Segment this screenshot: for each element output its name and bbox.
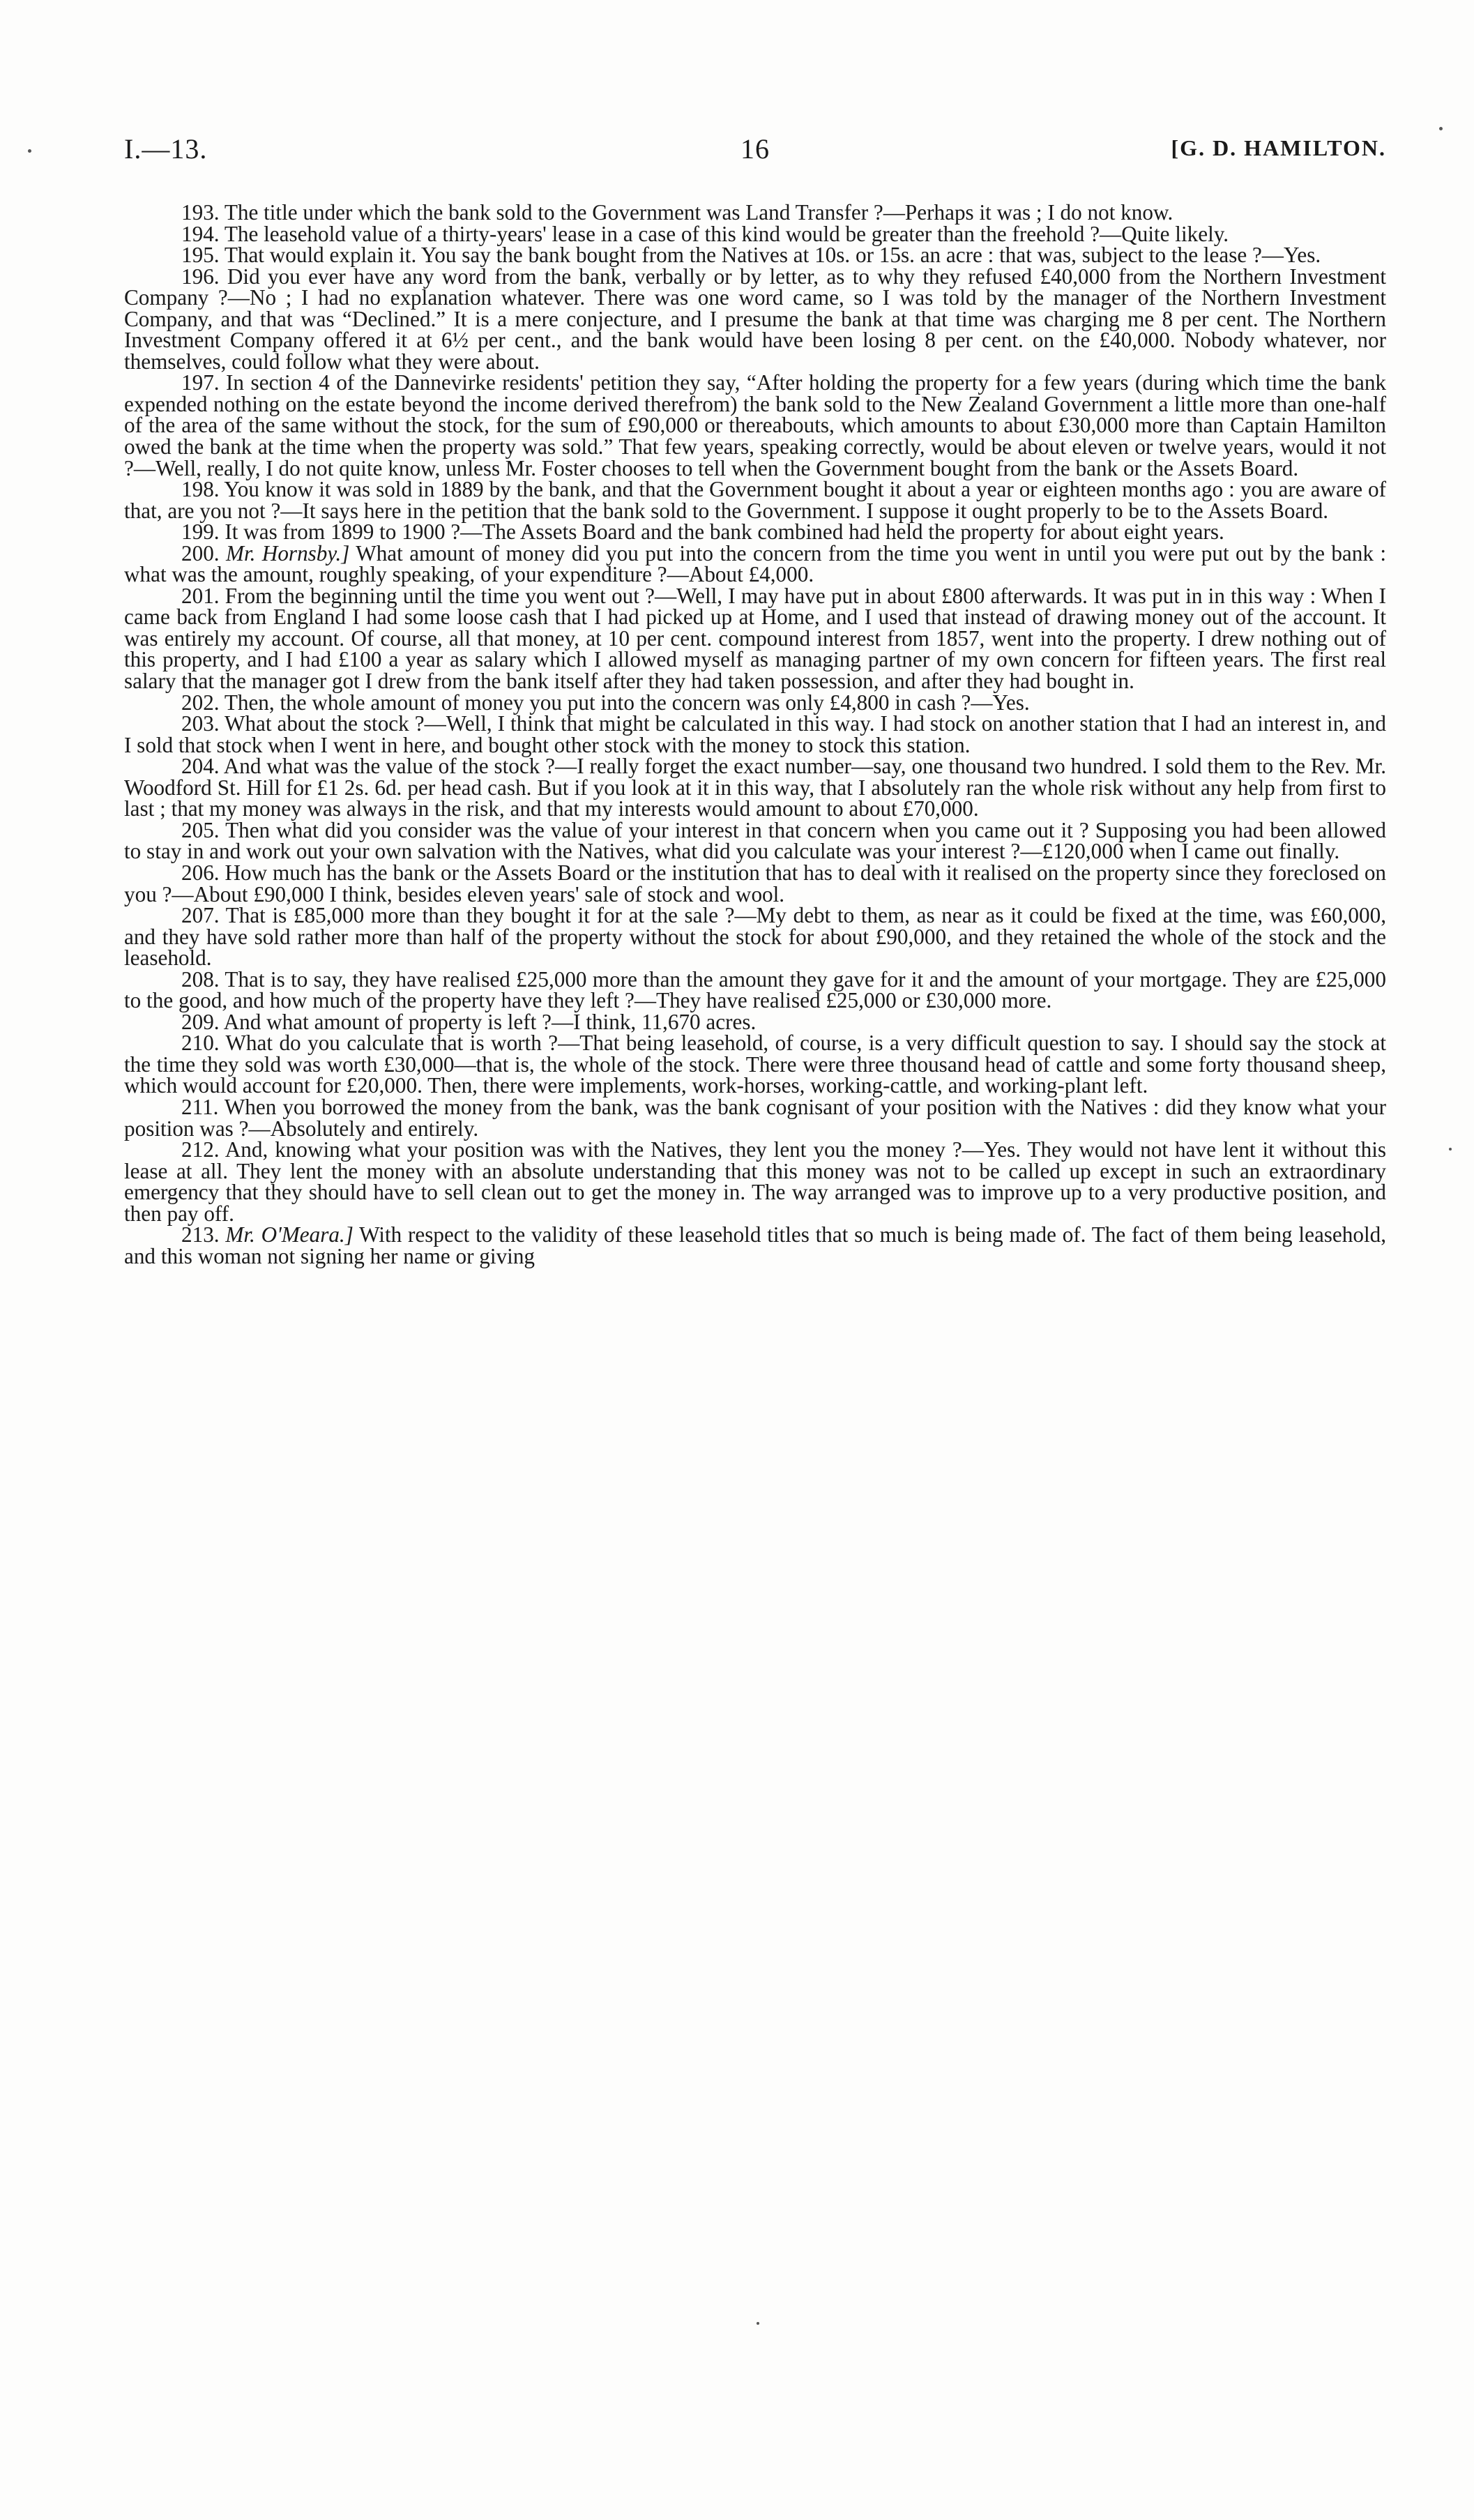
- paragraph-text: That is to say, they have realised £25,000 more than the amount they gave for it and the amount of your mortgage. They are £25,000 to the good, and how much of the property have they left ?—They have realised £25,000 or £30,000 more.: [124, 966, 1386, 1013]
- paragraph-209: [124, 1009, 1386, 1034]
- question-number: 206.: [181, 860, 220, 885]
- question-number: 198.: [181, 477, 220, 502]
- paragraph-203: [124, 713, 1386, 756]
- paragraph-201: [124, 583, 1386, 694]
- witness-name: [G. D. HAMILTON.: [1171, 135, 1386, 160]
- paragraph-204: [124, 756, 1386, 820]
- question-number: 209.: [181, 1009, 220, 1034]
- paragraph-198: [124, 479, 1386, 522]
- scan-speck: [28, 149, 31, 153]
- paragraph-199: [124, 519, 1386, 545]
- question-number: 203.: [181, 711, 220, 736]
- paragraph-text: In section 4 of the Dannevirke residents' petition they say, “After holding the property for a few years (during which time the bank expended nothing on the estate beyond the income derived therefrom) the bank sold to the New Zealand Government a little more than one-half of the area of the same without the stock, for the sum of £90,000 or thereabouts, which amounts to about £30,000 more than Captain Hamilton owed the bank at the time when the property was sold.” That few years, speaking correctly, would be about eleven or twelve years, would it not ?—Well, really, I do not quite know, unless Mr. Foster chooses to tell when the Government bought from the bank or the Assets Board.: [124, 370, 1387, 480]
- speaker-name: Mr. O'Meara.]: [225, 1222, 354, 1247]
- scan-speck: [1449, 1148, 1452, 1151]
- paragraph-205: [124, 817, 1387, 864]
- paragraph-text: How much has the bank or the Assets Board or the institution that has to deal with it realised on the property since they foreclosed on you ?—About £90,000 I think, besides eleven years' sale of stock and wool.: [124, 860, 1387, 906]
- paragraph-195: [124, 245, 1386, 266]
- paragraph-text: What about the stock ?—Well, I think that might be calculated in this way. I had stock on another station that I had an interest in, and I sold that stock when I went in here, and bought other stock with the money to stock this station.: [124, 711, 1387, 757]
- question-number: 204.: [181, 754, 220, 779]
- paragraph-text: And what was the value of the stock ?—I really forget the exact number—say, one thousand two hundred. I sold them to the Rev. Mr. Woodford St. Hill for £1 2s. 6d. per head cash. But if you look at it in this way, that I absolutely ran the whole risk without any help from first to last ; that my money was always in the risk, and that my interests would amount to about £70,000.: [124, 754, 1386, 821]
- paragraph-text: Then what did you consider was the value of your interest in that concern when you came out it ? Supposing you had been allowed to stay in and work out your own salvation with the Natives, what did you calculate was your interest ?—£120,000 when I came out finally.: [124, 817, 1387, 864]
- paragraph-text: You know it was sold in 1889 by the bank, and that the Government bought it about a year or eighteen months ago : you are aware of that, are you not ?—It says here in the petition that the bank sold to the Government. I suppose it ought properly to be to the Assets Board.: [124, 477, 1386, 523]
- question-number: 199.: [181, 519, 220, 545]
- paragraph-text: And, knowing what your position was with the Natives, they lent you the money ?—Yes. They would not have lent it without this lease at all. They lent the money with an absolute understanding that this money was not to be called up except in such an extraordinary emergency that they should have to sell clean out to get the money in. The way arranged was to improve up to a very productive position, and then pay off.: [124, 1137, 1387, 1226]
- paragraph-210: [124, 1033, 1386, 1097]
- paragraph-text: That is £85,000 more than they bought it for at the sale ?—My debt to them, as near as it could be fixed at the time, was £60,000, and they have sold rather more than half of the property without the stock for about £90,000, and they retained the whole of the stock and the leasehold.: [124, 903, 1386, 971]
- paragraph-208: [124, 966, 1386, 1013]
- question-number: 210.: [181, 1031, 220, 1056]
- paragraph-212: [124, 1139, 1386, 1224]
- question-number: 213.: [181, 1222, 220, 1247]
- document-reference: I.—13.: [124, 133, 208, 165]
- question-number: 196.: [181, 264, 220, 289]
- question-number: 195.: [181, 243, 220, 268]
- speaker-name: Mr. Hornsby.]: [225, 540, 350, 566]
- paragraph-text: That would explain it. You say the bank bought from the Natives at 10s. or 15s. an acre : that was, subject to the lease ?—Yes.: [224, 243, 1321, 268]
- question-number: 201.: [181, 583, 220, 608]
- paragraph-196: [124, 266, 1386, 373]
- paragraph-text: Then, the whole amount of money you put into the concern was only £4,800 in cash ?—Yes.: [224, 690, 1030, 715]
- paragraph-211: [124, 1094, 1387, 1141]
- scan-speck: [1439, 127, 1443, 130]
- transcript-body: [124, 202, 1386, 1267]
- paragraph-193: [124, 202, 1386, 224]
- paragraph-text: Did you ever have any word from the bank, verbally or by letter, as to why they refused £40,000 from the Northern Investment Company ?—No ; I had no explanation whatever. There was one word came, so I was told by the manager of the Northern Investment Company, and that was “Declined.” It is a mere conjecture, and I presume the bank at that time was charging me 8 per cent. The Northern Investment Company offered it at 6½ per cent., and the bank would have been losing 8 per cent. on the £40,000. Nobody whatever, nor themselves, could follow what they were about.: [124, 264, 1386, 374]
- paragraph-200: [124, 540, 1387, 587]
- question-number: 200.: [181, 540, 220, 566]
- paragraph-text: What do you calculate that is worth ?—That being leasehold, of course, is a very difficult question to say. I should say the stock at the time they sold was worth £30,000—that is, the whole of the stock. There were three thousand head of cattle and some forty thousand sheep, which would account for £20,000. Then, there were implements, work-horses, working-cattle, and working-plant left.: [124, 1031, 1386, 1098]
- paragraph-213: [124, 1224, 1386, 1267]
- paragraph-text: It was from 1899 to 1900 ?—The Assets Board and the bank combined had held the property for about eight years.: [225, 519, 1224, 545]
- paragraph-194: [124, 221, 1386, 246]
- question-number: 197.: [181, 370, 220, 395]
- question-number: 193.: [181, 200, 220, 225]
- paragraph-text: The title under which the bank sold to the Government was Land Transfer ?—Perhaps it was ; I do not know.: [224, 200, 1173, 225]
- question-number: 205.: [181, 817, 220, 842]
- paragraph-text: And what amount of property is left ?—I think, 11,670 acres.: [223, 1009, 757, 1034]
- paragraph-206: [124, 860, 1387, 906]
- page-number: 16: [740, 133, 770, 165]
- paragraph-text: With respect to the validity of these leasehold titles that so much is being made of. The fact of them being leasehold, and this woman not signing her name or giving: [124, 1222, 1387, 1268]
- scan-speck: [757, 2322, 759, 2325]
- paragraph-202: [124, 692, 1386, 714]
- paragraph-text: From the beginning until the time you went out ?—Well, I may have put in about £800 afterwards. It was put in in this way : When I came back from England I had some loose cash that I had picked up at Home, and I used that instead of drawing money out of the account. It was entirely my account. Of course, all that money, at 10 per cent. compound interest from 1857, went into the property. I drew nothing out of this property, and I had £100 a year as salary which I allowed myself as managing partner of my own concern for fifteen years. The first real salary that the manager got I drew from the bank itself after they had taken possession, and after they had bought in.: [124, 583, 1386, 694]
- question-number: 207.: [181, 903, 220, 928]
- question-number: 212.: [181, 1137, 220, 1162]
- paragraph-text: What amount of money did you put into the concern from the time you went in until you were put out by the bank : what was the amount, roughly speaking, of your expenditure ?—About £4,000.: [124, 540, 1387, 587]
- paragraph-text: When you borrowed the money from the bank, was the bank cognisant of your position with the Natives : did they know what your position was ?—Absolutely and entirely.: [124, 1094, 1387, 1141]
- paragraph-207: [124, 905, 1386, 969]
- question-number: 211.: [181, 1094, 219, 1119]
- paragraph-197: [124, 372, 1386, 479]
- page-header: [124, 132, 1386, 174]
- question-number: 194.: [181, 221, 220, 246]
- question-number: 208.: [181, 966, 220, 992]
- paragraph-text: The leasehold value of a thirty-years' lease in a case of this kind would be greater than the freehold ?—Quite likely.: [224, 221, 1229, 246]
- question-number: 202.: [181, 690, 220, 715]
